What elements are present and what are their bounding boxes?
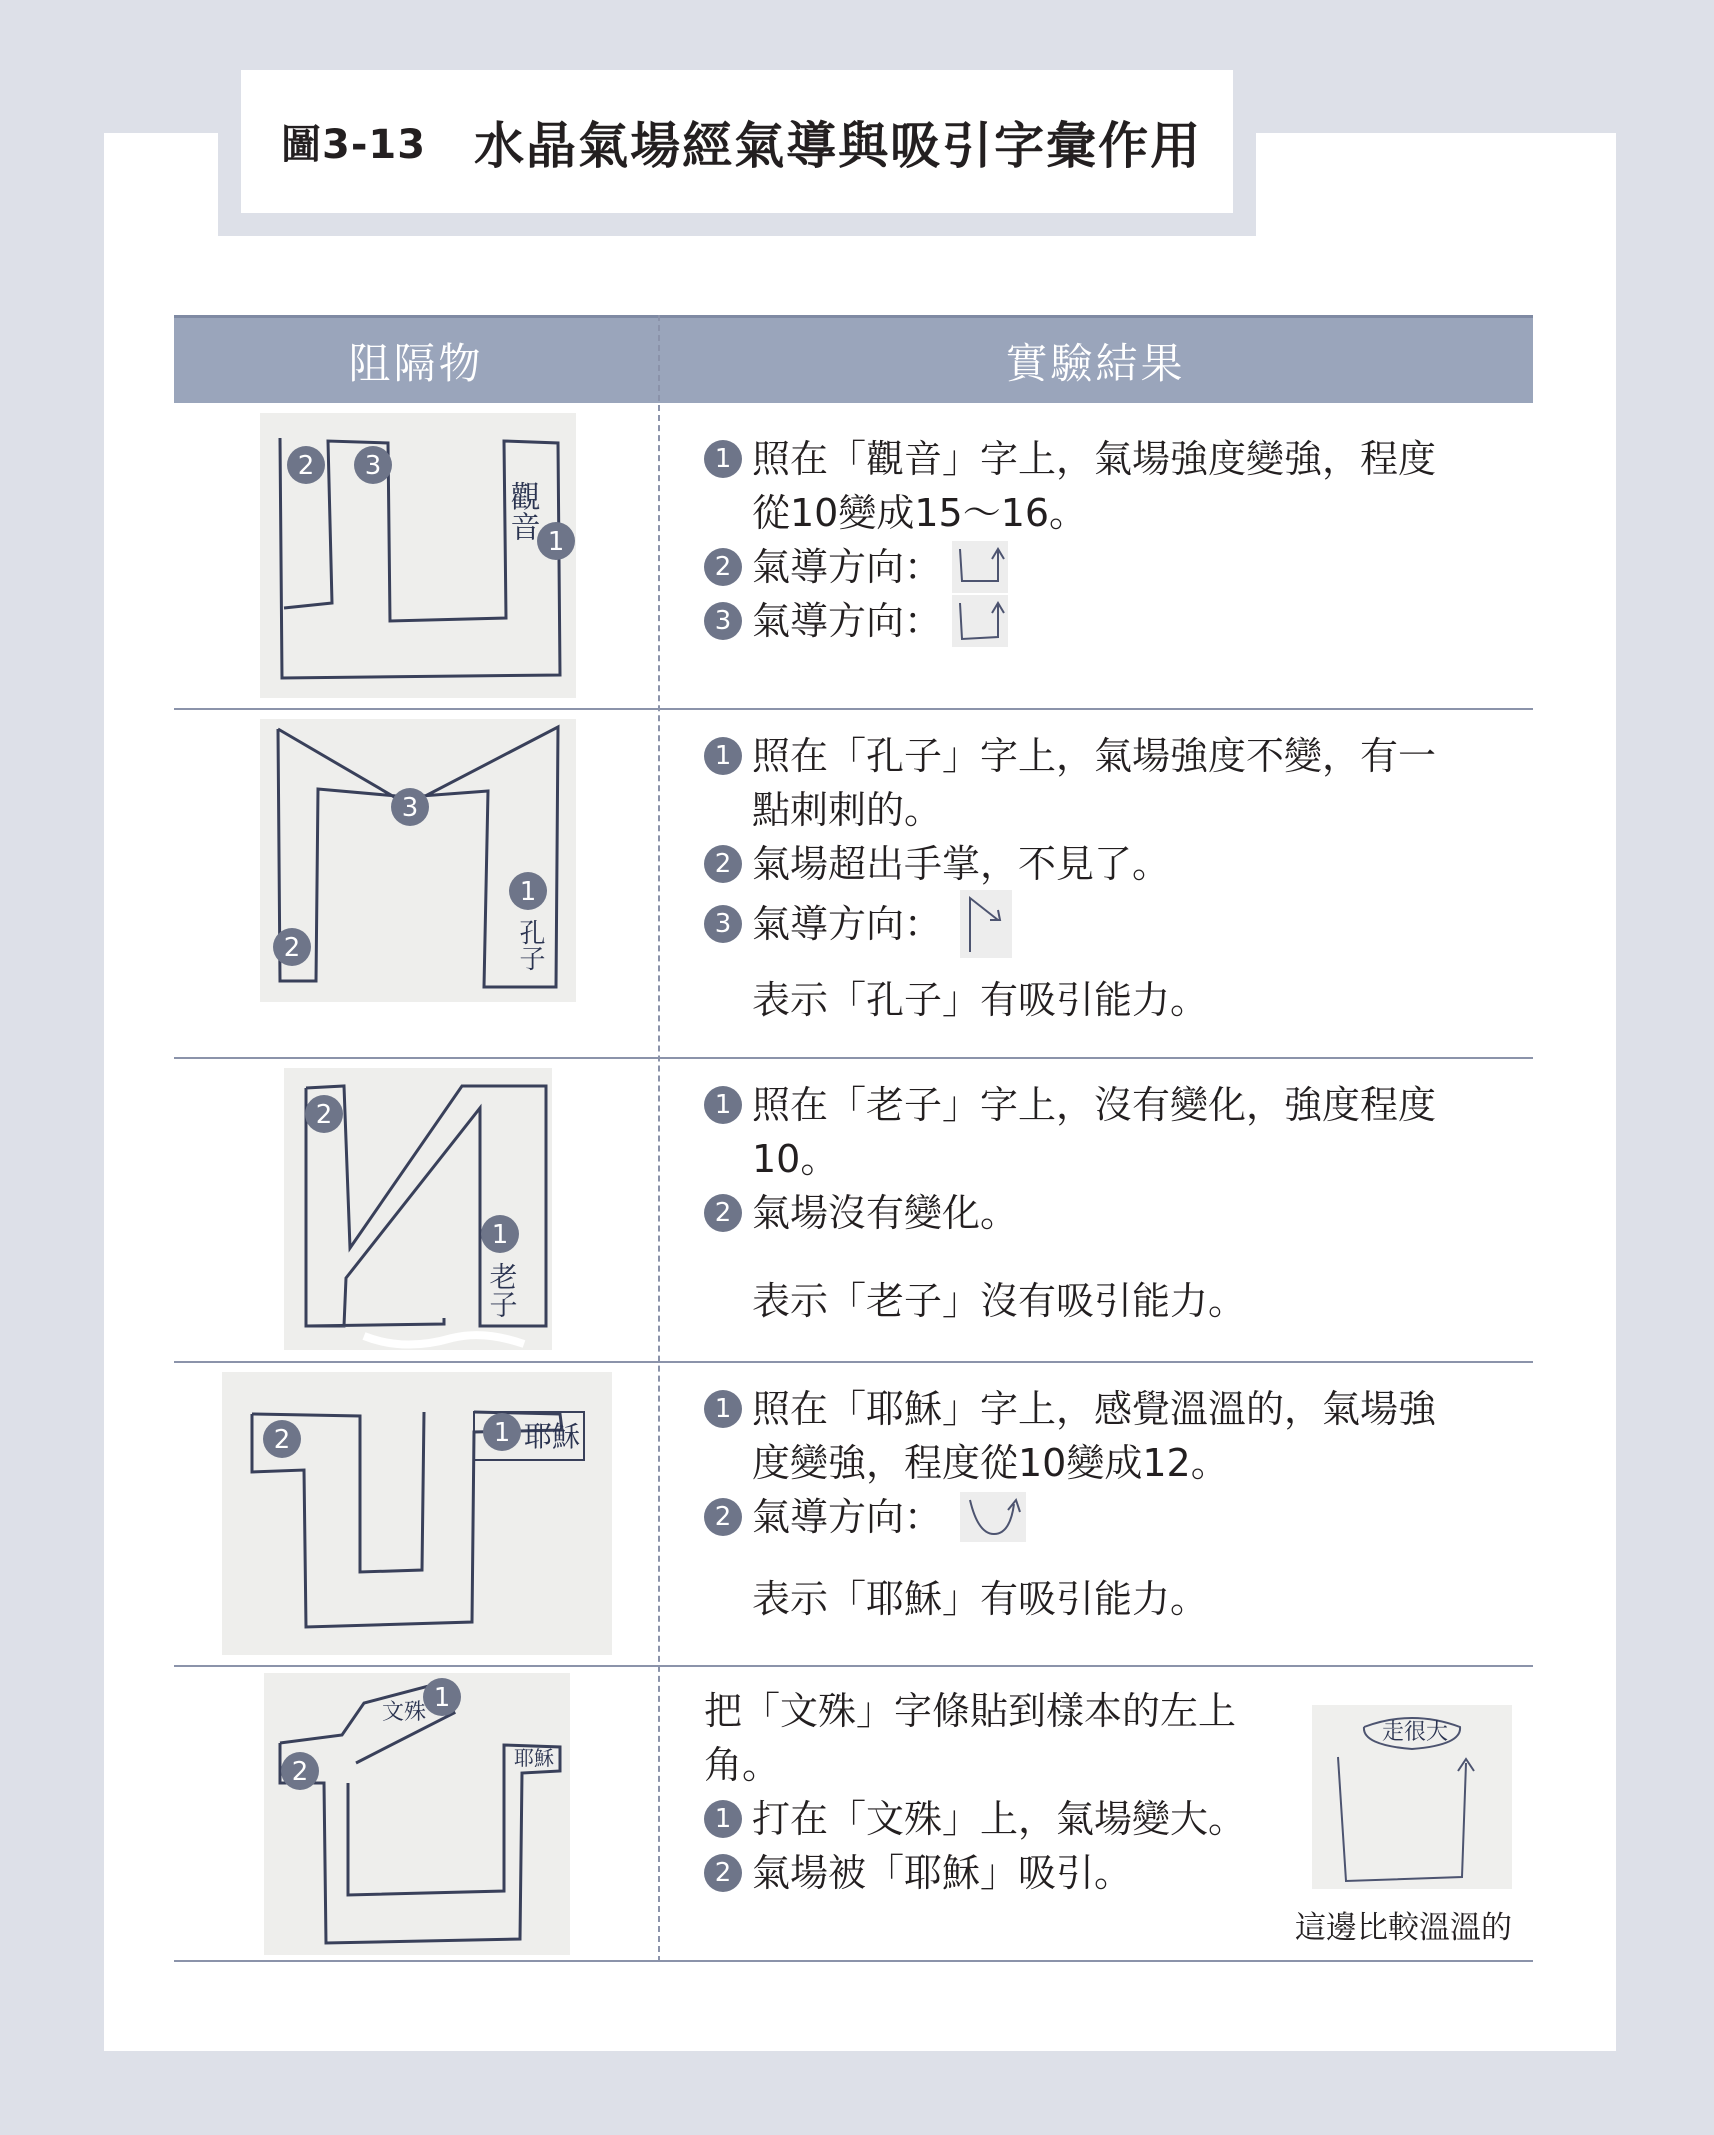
results-table <box>174 315 1533 1962</box>
handwritten-label: 文殊 <box>382 1700 427 1725</box>
result-line <box>704 1846 1264 1900</box>
result-text: 氣導方向： <box>752 545 943 589</box>
result-line <box>704 432 1684 486</box>
sketch-guanyin <box>260 413 576 698</box>
marker-label: 1 <box>519 877 537 907</box>
result-line <box>704 1436 1684 1490</box>
number-badge: 1 <box>704 1800 742 1838</box>
result-text: 氣導方向： <box>752 599 943 643</box>
result-line <box>704 837 1684 891</box>
sketch-confucius <box>260 719 576 1002</box>
result-text: 點刺刺的。 <box>752 788 943 832</box>
result-row-4 <box>704 1382 1684 1626</box>
marker-label: 2 <box>273 1425 291 1455</box>
row-divider <box>174 1057 1533 1059</box>
sketch-drawing <box>284 1068 552 1350</box>
result-line <box>704 1078 1684 1132</box>
result-text: 從10變成15～16。 <box>752 491 1088 535</box>
handwritten-label: 走很大 <box>1382 1720 1449 1745</box>
header-result: 實驗結果 <box>1005 338 1186 388</box>
figure-number: 圖3-13 <box>281 122 427 168</box>
result-line <box>704 1684 1264 1738</box>
result-text: 打在「文殊」上，氣場變大。 <box>752 1797 1247 1841</box>
result-text: 度變強，程度從10變成12。 <box>752 1441 1229 1485</box>
result-note <box>704 973 1684 1027</box>
sketch-drawing <box>264 1673 570 1955</box>
result-text: 照在「觀音」字上，氣場強度變強，程度 <box>752 437 1437 481</box>
marker-label: 2 <box>291 1757 309 1787</box>
result-line <box>704 1132 1684 1186</box>
result-note <box>704 1274 1684 1328</box>
result-text: 氣導方向： <box>752 1495 943 1539</box>
result-text: 把「文殊」字條貼到樣本的左上 <box>704 1689 1237 1733</box>
side-sketch-flow <box>1312 1705 1512 1889</box>
result-text: 氣場被「耶穌」吸引。 <box>752 1851 1133 1895</box>
sketch-drawing <box>1312 1705 1512 1889</box>
result-row-5 <box>704 1684 1264 1900</box>
number-badge: 1 <box>704 1390 742 1428</box>
sketch-manjushri <box>264 1673 570 1955</box>
marker-label: 3 <box>401 793 419 823</box>
marker-label: 3 <box>364 451 382 481</box>
number-badge: 1 <box>704 737 742 775</box>
sketch-drawing <box>260 413 576 698</box>
handwritten-label: 老子 <box>485 1262 519 1318</box>
result-text: 氣場沒有變化。 <box>752 1191 1019 1235</box>
sketch-jesus <box>222 1372 612 1655</box>
row-divider <box>174 1361 1533 1363</box>
number-badge: 2 <box>704 845 742 883</box>
note-text: 表示「耶穌」有吸引能力。 <box>752 1577 1209 1621</box>
note-text: 表示「孔子」有吸引能力。 <box>752 978 1209 1022</box>
marker-label: 2 <box>297 451 315 481</box>
result-text: 照在「耶穌」字上，感覺溫溫的，氣場強 <box>752 1387 1437 1431</box>
number-badge: 2 <box>704 1498 742 1536</box>
u-turn-arrow-icon <box>952 541 1008 593</box>
result-text: 照在「老子」字上，沒有變化，強度程度 <box>752 1083 1437 1127</box>
result-line <box>704 594 1684 648</box>
sketch-drawing <box>260 719 576 1002</box>
result-row-2 <box>704 729 1684 1027</box>
bent-arrow-icon <box>960 890 1012 958</box>
result-text: 照在「孔子」字上，氣場強度不變，有一 <box>752 734 1437 778</box>
side-caption: 這邊比較溫溫的 <box>1295 1910 1512 1946</box>
header-obstacle: 阻隔物 <box>348 338 484 388</box>
number-badge: 2 <box>704 1854 742 1892</box>
marker-label: 1 <box>433 1683 451 1713</box>
result-line <box>704 1738 1264 1792</box>
note-text: 表示「老子」沒有吸引能力。 <box>752 1279 1247 1323</box>
marker-label: 1 <box>493 1418 511 1448</box>
marker-label: 2 <box>283 933 301 963</box>
row-divider <box>174 1960 1533 1962</box>
u-curve-arrow-icon <box>960 1492 1026 1542</box>
number-badge: 3 <box>704 905 742 943</box>
table-header <box>174 315 1533 403</box>
figure-title-box <box>241 70 1233 213</box>
result-text: 氣場超出手掌，不見了。 <box>752 842 1171 886</box>
result-text: 10。 <box>752 1137 839 1181</box>
result-line <box>704 783 1684 837</box>
result-text: 氣導方向： <box>752 902 943 946</box>
result-line <box>704 540 1684 594</box>
number-badge: 3 <box>704 602 742 640</box>
result-line <box>704 729 1684 783</box>
u-turn-arrow-icon <box>952 595 1008 647</box>
sketch-drawing <box>222 1372 612 1655</box>
result-row-3 <box>704 1078 1684 1328</box>
marker-label: 1 <box>491 1220 509 1250</box>
result-line <box>704 1382 1684 1436</box>
result-line <box>704 1186 1684 1240</box>
number-badge: 2 <box>704 1194 742 1232</box>
marker-label: 2 <box>315 1100 333 1130</box>
result-line <box>704 486 1684 540</box>
result-row-1 <box>704 432 1684 648</box>
figure-title: 水晶氣場經氣導與吸引字彙作用 <box>474 116 1203 175</box>
number-badge: 1 <box>704 1086 742 1124</box>
handwritten-label: 孔子 <box>515 919 545 971</box>
marker-label: 1 <box>547 527 565 557</box>
handwritten-label: 觀音 <box>504 481 540 541</box>
number-badge: 1 <box>704 440 742 478</box>
number-badge: 2 <box>704 548 742 586</box>
sketch-laozi <box>284 1068 552 1350</box>
column-divider <box>658 315 660 1962</box>
result-note <box>704 1572 1684 1626</box>
row-divider <box>174 708 1533 710</box>
handwritten-label: 耶穌 <box>514 1746 554 1770</box>
result-line <box>704 1792 1264 1846</box>
result-line <box>704 891 1684 957</box>
result-text: 角。 <box>704 1743 781 1787</box>
result-line <box>704 1490 1684 1544</box>
handwritten-label: 耶穌 <box>524 1420 581 1453</box>
row-divider <box>174 1665 1533 1667</box>
